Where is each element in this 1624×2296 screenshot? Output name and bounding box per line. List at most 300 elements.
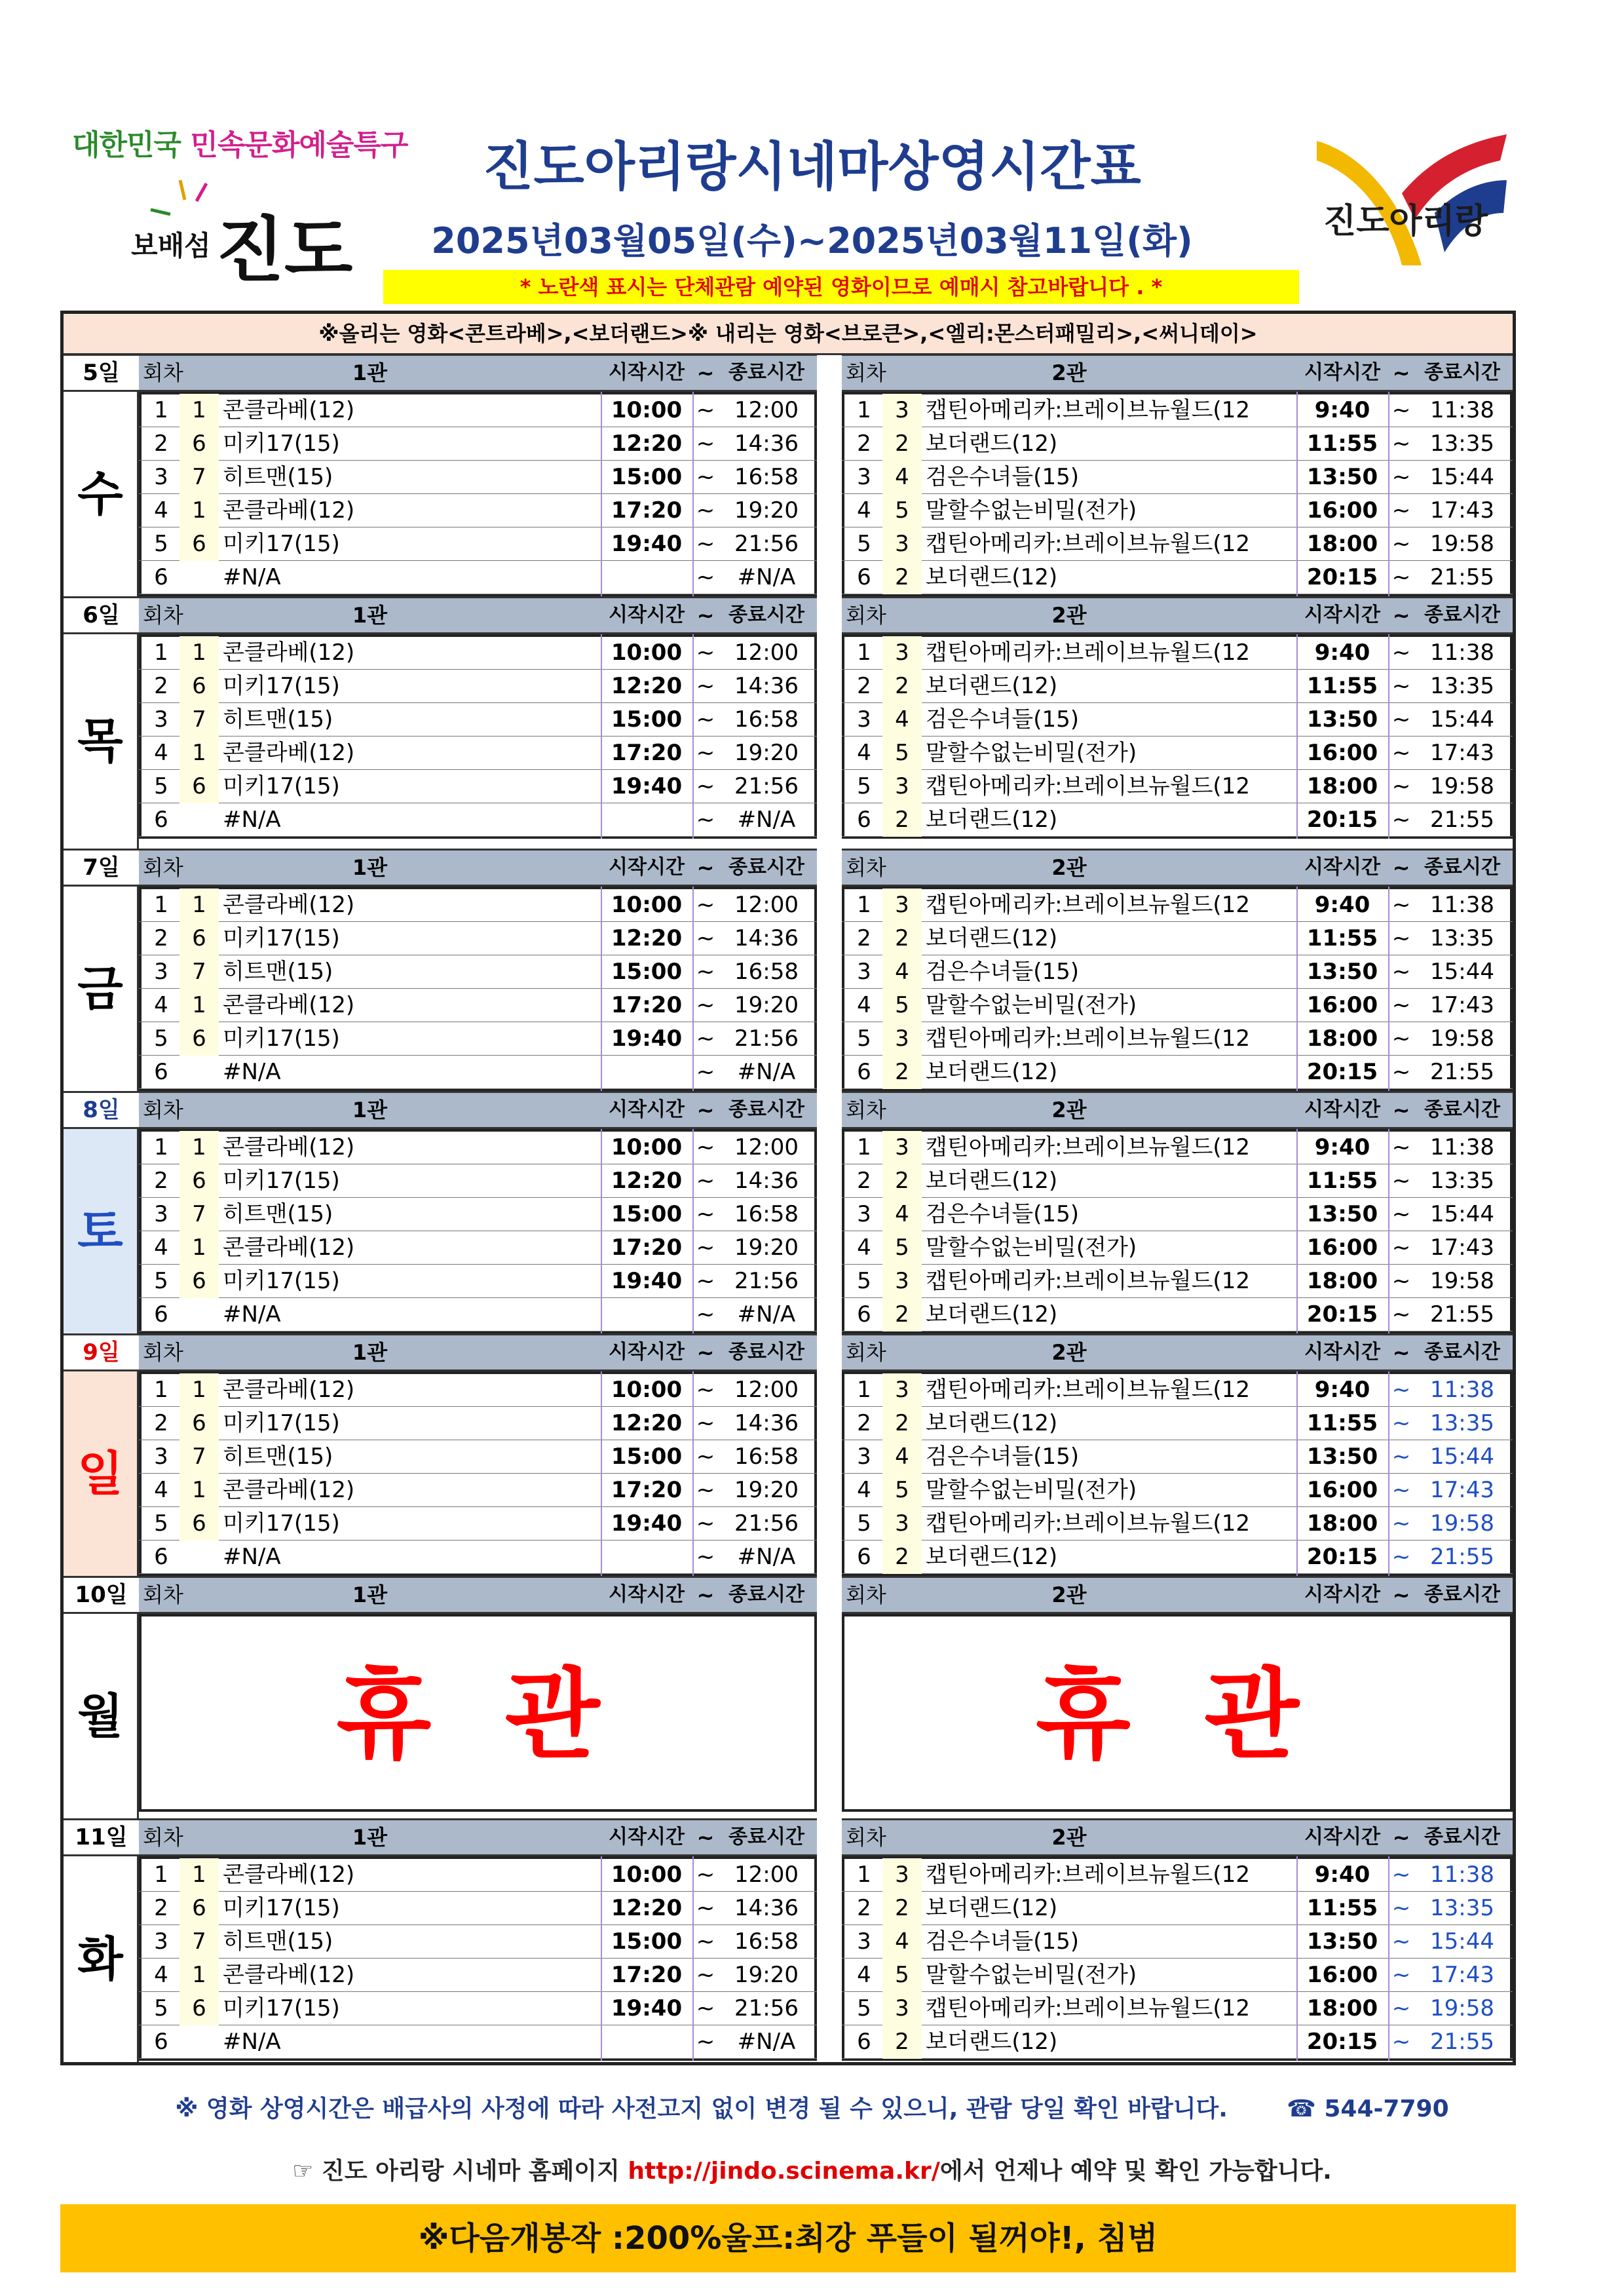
round-number: 2 xyxy=(154,925,168,951)
phone-number[interactable]: ☎ 544-7790 xyxy=(1286,2095,1449,2122)
showtime-row[interactable] xyxy=(842,461,1513,494)
time-separator: ~ xyxy=(696,1510,715,1537)
col-tilde: ~ xyxy=(696,1098,715,1122)
weekday-label: 목 xyxy=(64,634,139,849)
round-number: 5 xyxy=(857,1510,871,1537)
hall-header-row xyxy=(842,596,1513,634)
movie-title[interactable]: #N/A xyxy=(223,1059,281,1085)
movie-title[interactable]: 콘클라베(12) xyxy=(223,992,355,1018)
col-round: 회차 xyxy=(846,1098,886,1122)
showtime-row[interactable] xyxy=(139,527,817,561)
time-separator: ~ xyxy=(1391,892,1411,918)
movie-title[interactable]: 콘클라베(12) xyxy=(223,397,355,423)
grid-guide xyxy=(1388,1129,1389,1333)
showtime-row[interactable] xyxy=(842,1959,1513,1992)
movie-title[interactable]: 보더랜드(12) xyxy=(926,1059,1058,1085)
end-time: 21:55 xyxy=(1430,1059,1494,1085)
col-tilde: ~ xyxy=(696,1825,715,1850)
movie-title[interactable]: 캡틴아메리카:브레이브뉴월드(12 xyxy=(926,1134,1250,1160)
screen-number: 2 xyxy=(882,1056,922,1089)
start-time: 20:15 xyxy=(1306,2029,1378,2055)
movie-title[interactable]: 히트맨(15) xyxy=(223,464,333,490)
movie-title[interactable]: #N/A xyxy=(223,2029,281,2055)
screen-number: 4 xyxy=(882,461,922,494)
col-start: 시작시간 xyxy=(1304,603,1380,626)
round-number: 6 xyxy=(857,2029,871,2055)
hall-header-row xyxy=(139,1091,817,1129)
showtime-row[interactable] xyxy=(842,1407,1513,1440)
movie-title[interactable]: 콘클라베(12) xyxy=(223,892,355,918)
showtime-row[interactable] xyxy=(842,1298,1513,1331)
showtime-row[interactable] xyxy=(842,670,1513,703)
time-separator: ~ xyxy=(696,807,715,833)
hall-header-row xyxy=(139,354,817,392)
showtime-row[interactable] xyxy=(842,922,1513,955)
movie-title[interactable]: 캡틴아메리카:브레이브뉴월드(12 xyxy=(926,1510,1250,1537)
col-tilde: ~ xyxy=(696,1582,715,1607)
showtime-row[interactable] xyxy=(842,1440,1513,1474)
showtime-row[interactable] xyxy=(842,803,1513,837)
movie-title[interactable]: 미키17(15) xyxy=(223,531,340,557)
showtime-row[interactable] xyxy=(139,1959,817,1992)
start-time: 13:50 xyxy=(1306,1201,1378,1227)
time-separator: ~ xyxy=(696,1059,715,1085)
round-number: 4 xyxy=(857,497,871,524)
showtime-row[interactable] xyxy=(842,527,1513,561)
end-time: 19:58 xyxy=(1430,1025,1494,1052)
movie-title[interactable]: 미키17(15) xyxy=(223,1995,340,2021)
showtime-row[interactable] xyxy=(139,737,817,770)
movie-title[interactable]: 캡틴아메리카:브레이브뉴월드(12 xyxy=(926,397,1250,423)
col-round: 회차 xyxy=(846,1582,886,1607)
round-number: 4 xyxy=(857,1234,871,1261)
end-time: 19:58 xyxy=(1430,1995,1494,2021)
movie-title[interactable]: 콘클라베(12) xyxy=(223,1962,355,1988)
showtime-row[interactable] xyxy=(842,1992,1513,2025)
round-number: 4 xyxy=(154,497,168,524)
time-separator: ~ xyxy=(696,1168,715,1194)
start-time: 12:20 xyxy=(611,1410,683,1436)
showtime-row[interactable] xyxy=(139,703,817,737)
showtime-row[interactable] xyxy=(842,703,1513,737)
screen-number: 2 xyxy=(882,1298,922,1331)
col-start: 시작시간 xyxy=(609,1098,685,1121)
round-number: 3 xyxy=(154,1201,168,1227)
movie-title[interactable]: 콘클라베(12) xyxy=(223,740,355,766)
end-time: 14:36 xyxy=(734,1168,799,1194)
movie-title[interactable]: 콘클라베(12) xyxy=(223,1377,355,1403)
end-time: 14:36 xyxy=(734,925,799,951)
movie-title[interactable]: 검은수녀들(15) xyxy=(926,1201,1080,1227)
round-number: 6 xyxy=(857,1059,871,1085)
movie-title[interactable]: 캡틴아메리카:브레이브뉴월드(12 xyxy=(926,1862,1250,1888)
start-time: 15:00 xyxy=(611,1928,683,1955)
showtime-row[interactable] xyxy=(139,1131,817,1164)
start-time: 15:00 xyxy=(611,1444,683,1470)
screen-number: 5 xyxy=(882,1231,922,1265)
round-number: 6 xyxy=(857,1301,871,1328)
end-time: 21:55 xyxy=(1430,807,1494,833)
screen-number: 2 xyxy=(882,1407,922,1440)
start-time: 18:00 xyxy=(1306,1025,1378,1052)
end-time: 13:35 xyxy=(1430,1410,1494,1436)
start-time: 16:00 xyxy=(1306,1234,1378,1261)
movie-title[interactable]: 미키17(15) xyxy=(223,1025,340,1052)
movie-title[interactable]: 캡틴아메리카:브레이브뉴월드(12 xyxy=(926,531,1250,557)
showtime-row[interactable] xyxy=(842,1265,1513,1298)
round-number: 6 xyxy=(154,2029,168,2055)
end-time: 15:44 xyxy=(1430,464,1494,490)
time-separator: ~ xyxy=(696,740,715,766)
time-separator: ~ xyxy=(1391,1201,1411,1227)
movie-title[interactable]: 미키17(15) xyxy=(223,1168,340,1194)
showtime-row[interactable] xyxy=(139,561,817,594)
screen-number: 4 xyxy=(882,703,922,737)
movie-title[interactable]: 말할수없는비밀(전가) xyxy=(926,1962,1137,1988)
start-time: 11:55 xyxy=(1306,1168,1378,1194)
day-date-label: 10일 xyxy=(64,1576,139,1614)
showtime-row[interactable] xyxy=(139,1056,817,1089)
showtime-row[interactable] xyxy=(139,889,817,922)
end-time: #N/A xyxy=(737,564,796,590)
screen-number: 7 xyxy=(179,1198,219,1231)
time-separator: ~ xyxy=(1391,1234,1411,1261)
movie-title[interactable]: 미키17(15) xyxy=(223,673,340,699)
round-number: 3 xyxy=(857,1444,871,1470)
showtime-row[interactable] xyxy=(842,1925,1513,1959)
grid-guide xyxy=(1296,634,1298,839)
showtime-row[interactable] xyxy=(842,494,1513,527)
round-number: 5 xyxy=(857,773,871,799)
logo-left-line1b: 민속문화예술특구 xyxy=(190,128,408,162)
showtime-row[interactable] xyxy=(139,1440,817,1474)
start-time: 15:00 xyxy=(611,706,683,733)
showtime-row[interactable] xyxy=(139,770,817,803)
screen-number: 1 xyxy=(179,1474,219,1507)
showtime-row[interactable] xyxy=(842,955,1513,989)
movie-title[interactable]: #N/A xyxy=(223,564,281,590)
round-number: 6 xyxy=(857,1544,871,1570)
showtime-row[interactable] xyxy=(842,889,1513,922)
showtime-row[interactable] xyxy=(139,955,817,989)
day-date-label: 5일 xyxy=(64,354,139,392)
showtime-row[interactable] xyxy=(139,1373,817,1407)
time-separator: ~ xyxy=(696,673,715,699)
end-time: 19:20 xyxy=(734,992,799,1018)
showtime-row[interactable] xyxy=(842,989,1513,1022)
col-tilde: ~ xyxy=(1392,1825,1410,1850)
movie-title[interactable]: 콘클라베(12) xyxy=(223,1134,355,1160)
movie-title[interactable]: 보더랜드(12) xyxy=(926,1168,1058,1194)
round-number: 4 xyxy=(154,1234,168,1261)
showtime-row[interactable] xyxy=(842,1231,1513,1265)
showtime-row[interactable] xyxy=(842,427,1513,461)
showtime-row[interactable] xyxy=(139,1925,817,1959)
movie-title[interactable]: 캡틴아메리카:브레이브뉴월드(12 xyxy=(926,640,1250,666)
movie-title[interactable]: 검은수녀들(15) xyxy=(926,959,1080,985)
movie-title[interactable]: 보더랜드(12) xyxy=(926,564,1058,590)
round-number: 1 xyxy=(857,1134,871,1160)
time-separator: ~ xyxy=(696,892,715,918)
movie-title[interactable]: 캡틴아메리카:브레이브뉴월드(12 xyxy=(926,892,1250,918)
movie-title[interactable]: 말할수없는비밀(전가) xyxy=(926,740,1137,766)
movie-title[interactable]: 보더랜드(12) xyxy=(926,2029,1058,2055)
showtime-row[interactable] xyxy=(139,922,817,955)
showtime-row[interactable] xyxy=(139,1231,817,1265)
showtime-row[interactable] xyxy=(139,636,817,670)
showtime-row[interactable] xyxy=(842,1022,1513,1056)
time-separator: ~ xyxy=(1391,807,1411,833)
col-round: 회차 xyxy=(143,1098,183,1122)
time-separator: ~ xyxy=(696,1201,715,1227)
movie-title[interactable]: 보더랜드(12) xyxy=(926,1410,1058,1436)
screen-number: 5 xyxy=(882,494,922,527)
movie-title[interactable]: 검은수녀들(15) xyxy=(926,1444,1080,1470)
showtime-row[interactable] xyxy=(139,803,817,837)
col-tilde: ~ xyxy=(1392,1098,1410,1122)
showtime-row[interactable] xyxy=(139,1164,817,1198)
start-time: 13:50 xyxy=(1306,1928,1378,1955)
start-time: 17:20 xyxy=(611,992,683,1018)
movie-title[interactable]: 미키17(15) xyxy=(223,1268,340,1294)
movie-title[interactable]: 보더랜드(12) xyxy=(926,430,1058,457)
movie-title[interactable]: 보더랜드(12) xyxy=(926,673,1058,699)
end-time: #N/A xyxy=(737,807,796,833)
start-time: 19:40 xyxy=(611,531,683,557)
showtime-row[interactable] xyxy=(842,1056,1513,1089)
time-separator: ~ xyxy=(696,1234,715,1261)
round-number: 5 xyxy=(154,1268,168,1294)
movie-title[interactable]: #N/A xyxy=(223,1301,281,1328)
showtime-row[interactable] xyxy=(842,636,1513,670)
col-round: 회차 xyxy=(143,603,183,628)
showtime-row[interactable] xyxy=(842,1164,1513,1198)
showtime-row[interactable] xyxy=(139,670,817,703)
screen-number: 3 xyxy=(882,527,922,561)
movie-title[interactable]: 콘클라베(12) xyxy=(223,1862,355,1888)
movie-title[interactable]: 검은수녀들(15) xyxy=(926,1928,1080,1955)
showtime-row[interactable] xyxy=(139,1507,817,1540)
movie-title[interactable]: 말할수없는비밀(전가) xyxy=(926,497,1137,524)
end-time: 21:56 xyxy=(734,1510,799,1537)
time-separator: ~ xyxy=(696,1928,715,1955)
showtime-row[interactable] xyxy=(842,1373,1513,1407)
round-number: 5 xyxy=(154,773,168,799)
showtime-row[interactable] xyxy=(139,494,817,527)
movie-title[interactable]: 보더랜드(12) xyxy=(926,1544,1058,1570)
showtime-row[interactable] xyxy=(139,1474,817,1507)
round-number: 6 xyxy=(154,1301,168,1328)
screen-number: 6 xyxy=(179,922,219,955)
movie-title[interactable]: 캡틴아메리카:브레이브뉴월드(12 xyxy=(926,1995,1250,2021)
showtime-row[interactable] xyxy=(139,394,817,427)
end-time: 21:55 xyxy=(1430,2029,1494,2055)
movie-title[interactable]: 캡틴아메리카:브레이브뉴월드(12 xyxy=(926,1268,1250,1294)
start-time: 19:40 xyxy=(611,1995,683,2021)
movie-title[interactable]: 보더랜드(12) xyxy=(926,1895,1058,1921)
end-time: 13:35 xyxy=(1430,673,1494,699)
round-number: 2 xyxy=(154,1410,168,1436)
showtime-row[interactable] xyxy=(842,1507,1513,1540)
start-time: 12:20 xyxy=(611,1895,683,1921)
col-start: 시작시간 xyxy=(1304,856,1380,879)
movie-title[interactable]: 히트맨(15) xyxy=(223,1201,333,1227)
end-time: 11:38 xyxy=(1430,1862,1494,1888)
movie-title[interactable]: 캡틴아메리카:브레이브뉴월드(12 xyxy=(926,773,1250,799)
time-separator: ~ xyxy=(696,1444,715,1470)
movie-title[interactable]: 말할수없는비밀(전가) xyxy=(926,1234,1137,1261)
movie-title[interactable]: 캡틴아메리카:브레이브뉴월드(12 xyxy=(926,1025,1250,1052)
showtime-row[interactable] xyxy=(139,1892,817,1925)
movie-title[interactable]: 히트맨(15) xyxy=(223,1444,333,1470)
showtime-row[interactable] xyxy=(139,989,817,1022)
showtime-row[interactable] xyxy=(139,1992,817,2025)
col-hall-name: 1관 xyxy=(352,603,388,628)
movie-title[interactable]: 보더랜드(12) xyxy=(926,807,1058,833)
col-round: 회차 xyxy=(846,1825,886,1850)
movie-title[interactable]: 미키17(15) xyxy=(223,773,340,799)
movie-title[interactable]: 미키17(15) xyxy=(223,1510,340,1537)
screen-number: 7 xyxy=(179,1925,219,1959)
col-end: 종료시간 xyxy=(728,361,804,384)
showtime-row[interactable] xyxy=(842,1198,1513,1231)
screen-number: 1 xyxy=(179,1231,219,1265)
col-start: 시작시간 xyxy=(609,1826,685,1848)
showtime-row[interactable] xyxy=(842,2025,1513,2059)
showtime-row[interactable] xyxy=(842,1474,1513,1507)
end-time: 15:44 xyxy=(1430,1928,1494,1955)
showtime-row[interactable] xyxy=(842,770,1513,803)
round-number: 2 xyxy=(154,1168,168,1194)
showtime-row[interactable] xyxy=(139,461,817,494)
grid-guide xyxy=(692,1856,694,2061)
start-time: 12:20 xyxy=(611,673,683,699)
round-number: 6 xyxy=(154,1059,168,1085)
movie-title[interactable]: 검은수녀들(15) xyxy=(926,464,1080,490)
col-hall-name: 1관 xyxy=(352,1340,388,1365)
movie-title[interactable]: 미키17(15) xyxy=(223,1410,340,1436)
end-time: 21:55 xyxy=(1430,1544,1494,1570)
homepage-suffix: 에서 언제나 예약 및 확인 가능합니다. xyxy=(939,2158,1332,2185)
time-separator: ~ xyxy=(1391,1928,1411,1955)
homepage-prefix: ☞ 진도 아리랑 시네마 홈페이지 xyxy=(292,2158,620,2185)
time-separator: ~ xyxy=(1391,1895,1411,1921)
showtime-row[interactable] xyxy=(842,1858,1513,1892)
movie-title[interactable]: 미키17(15) xyxy=(223,430,340,457)
movie-title[interactable]: 미키17(15) xyxy=(223,1895,340,1921)
round-number: 4 xyxy=(154,740,168,766)
homepage-link[interactable]: http://jindo.scinema.kr/ xyxy=(628,2158,940,2185)
round-number: 3 xyxy=(154,1928,168,1955)
screen-number: 6 xyxy=(179,1992,219,2025)
showtime-row[interactable] xyxy=(842,737,1513,770)
showtime-row[interactable] xyxy=(139,1022,817,1056)
showtime-row[interactable] xyxy=(139,1298,817,1331)
movie-title[interactable]: 보더랜드(12) xyxy=(926,1301,1058,1328)
showtime-row[interactable] xyxy=(842,561,1513,594)
screen-number: 1 xyxy=(179,1858,219,1892)
round-number: 2 xyxy=(154,430,168,457)
screen-number: 6 xyxy=(179,1892,219,1925)
time-separator: ~ xyxy=(696,1895,715,1921)
movie-title[interactable]: 콘클라베(12) xyxy=(223,640,355,666)
showtime-row[interactable] xyxy=(139,1540,817,1574)
movie-title[interactable]: 콘클라베(12) xyxy=(223,1234,355,1261)
movie-title[interactable]: 히트맨(15) xyxy=(223,959,333,985)
movie-title[interactable]: 히트맨(15) xyxy=(223,1928,333,1955)
grid-guide xyxy=(692,887,694,1091)
showtime-row[interactable] xyxy=(139,1265,817,1298)
movie-title[interactable]: 콘클라베(12) xyxy=(223,1477,355,1503)
round-number: 2 xyxy=(857,673,871,699)
round-number: 3 xyxy=(154,959,168,985)
grid-guide xyxy=(1296,1371,1298,1576)
movie-title[interactable]: 보더랜드(12) xyxy=(926,925,1058,951)
movie-title[interactable]: 검은수녀들(15) xyxy=(926,706,1080,733)
showtime-row[interactable] xyxy=(139,1198,817,1231)
showtime-row[interactable] xyxy=(842,1892,1513,1925)
movie-title[interactable]: 히트맨(15) xyxy=(223,706,333,733)
screen-number: 4 xyxy=(882,1440,922,1474)
col-tilde: ~ xyxy=(696,855,715,880)
movie-title[interactable]: 미키17(15) xyxy=(223,925,340,951)
end-time: 21:56 xyxy=(734,1025,799,1052)
showtime-row[interactable] xyxy=(139,427,817,461)
grid-guide xyxy=(692,634,694,839)
movie-title[interactable]: 말할수없는비밀(전가) xyxy=(926,992,1137,1018)
grid-guide xyxy=(1388,1856,1389,2061)
showtime-row[interactable] xyxy=(139,2025,817,2059)
end-time: 17:43 xyxy=(1430,1962,1494,1988)
round-number: 1 xyxy=(857,1862,871,1888)
movie-title[interactable]: 말할수없는비밀(전가) xyxy=(926,1477,1137,1503)
showtime-row[interactable] xyxy=(139,1407,817,1440)
hall-header-row xyxy=(842,1576,1513,1614)
grid-guide xyxy=(1388,1371,1389,1576)
time-separator: ~ xyxy=(1391,740,1411,766)
movie-title[interactable]: #N/A xyxy=(223,1544,281,1570)
day-date-label: 11일 xyxy=(64,1818,139,1856)
round-number: 3 xyxy=(857,706,871,733)
col-round: 회차 xyxy=(143,855,183,880)
time-separator: ~ xyxy=(696,1301,715,1328)
time-separator: ~ xyxy=(696,992,715,1018)
grid-guide xyxy=(1296,392,1298,596)
time-separator: ~ xyxy=(1391,1544,1411,1570)
col-round: 회차 xyxy=(846,360,886,385)
showtime-row[interactable] xyxy=(842,1131,1513,1164)
closed-notice-hall1: 휴 관 xyxy=(139,1614,817,1812)
start-time: 20:15 xyxy=(1306,1544,1378,1570)
showtime-row[interactable] xyxy=(842,1540,1513,1574)
start-time: 9:40 xyxy=(1314,1862,1370,1888)
round-number: 5 xyxy=(857,1268,871,1294)
movie-title[interactable]: 콘클라베(12) xyxy=(223,497,355,524)
footer-homepage xyxy=(0,2152,1624,2186)
movie-title[interactable]: 캡틴아메리카:브레이브뉴월드(12 xyxy=(926,1377,1250,1403)
round-number: 1 xyxy=(154,640,168,666)
end-time: 15:44 xyxy=(1430,1201,1494,1227)
time-separator: ~ xyxy=(696,1862,715,1888)
col-end: 종료시간 xyxy=(728,603,804,626)
showtime-row[interactable] xyxy=(842,394,1513,427)
col-hall-name: 2관 xyxy=(1051,1582,1087,1607)
end-time: 11:38 xyxy=(1430,397,1494,423)
movie-title[interactable]: #N/A xyxy=(223,807,281,833)
end-time: 21:56 xyxy=(734,773,799,799)
showtime-row[interactable] xyxy=(139,1858,817,1892)
time-separator: ~ xyxy=(696,640,715,666)
